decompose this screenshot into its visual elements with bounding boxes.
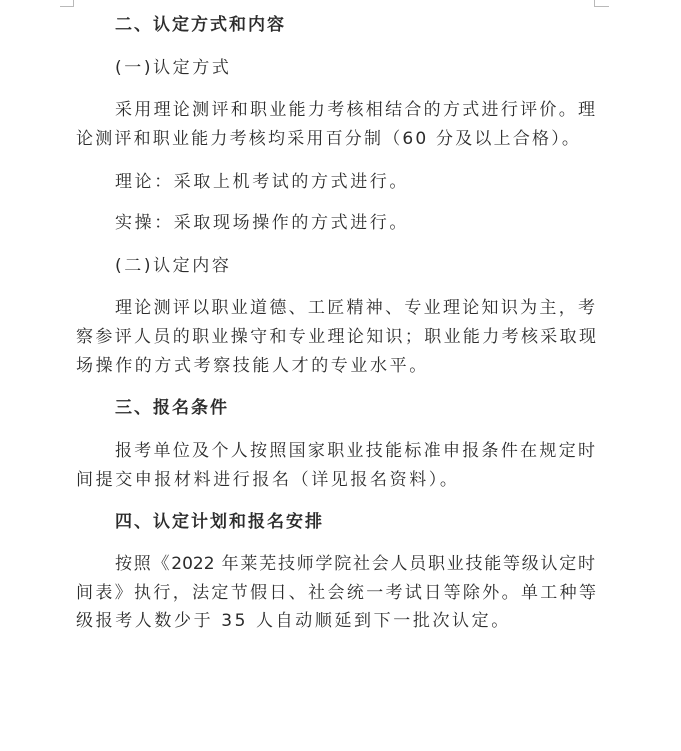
paragraph-content-line-2: 察参评人员的职业操守和专业理论知识；职业能力考核采取现 xyxy=(76,327,596,347)
page-corner-mark-right xyxy=(594,0,609,7)
page-corner-mark-left xyxy=(60,0,74,7)
paragraph-registration-line-1: 报考单位及个人按照国家职业技能标准申报条件在规定时 xyxy=(115,441,595,461)
paragraph-content-line-1: 理论测评以职业道德、工匠精神、专业理论知识为主，考 xyxy=(115,298,595,318)
section-heading-3: 三、报名条件 xyxy=(115,398,229,418)
paragraph-schedule-line-2: 间表》执行，法定节假日、社会统一考试日等除外。单工种等 xyxy=(76,583,596,603)
paragraph-schedule-line-1: 按照《2022 年莱芜技师学院社会人员职业技能等级认定时 xyxy=(115,554,595,574)
paragraph-registration-line-2: 间提交申报材料进行报名（详见报名资料）。 xyxy=(76,470,460,490)
paragraph-practice: 实操：采取现场操作的方式进行。 xyxy=(115,213,409,233)
paragraph-schedule-line-3: 级报考人数少于 35 人自动顺延到下一批次认定。 xyxy=(76,611,511,631)
paragraph-content-line-3: 场操作的方式考察技能人才的专业水平。 xyxy=(76,356,429,376)
subheading-content: (二)认定内容 xyxy=(115,256,232,276)
section-heading-2: 二、认定方式和内容 xyxy=(115,15,286,35)
paragraph-method-line-1: 采用理论测评和职业能力考核相结合的方式进行评价。理 xyxy=(115,100,595,120)
paragraph-method-line-2: 论测评和职业能力考核均采用百分制（60 分及以上合格）。 xyxy=(76,129,582,149)
paragraph-theory: 理论：采取上机考试的方式进行。 xyxy=(115,172,409,192)
subheading-method: (一)认定方式 xyxy=(115,58,232,78)
section-heading-4: 四、认定计划和报名安排 xyxy=(115,512,324,532)
